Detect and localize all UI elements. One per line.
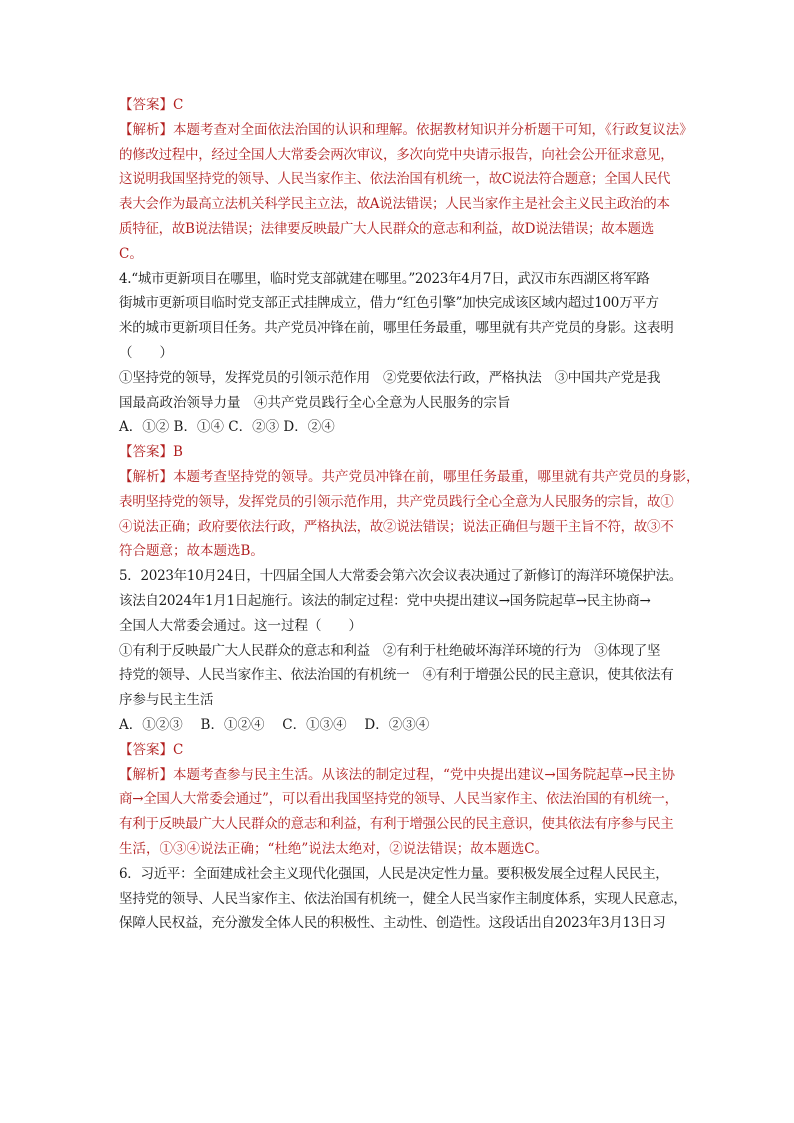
analysis-block	[119, 763, 709, 862]
analysis-tag: 【解析】	[119, 121, 173, 138]
question-stem-line: 保障人民权益，充分激发全体人民的积极性、主动性、创造性。这段话出自2023年3月13日习	[119, 915, 666, 932]
answer-tag: 【答案】	[119, 444, 173, 461]
question-statement-line: ①有利于反映最广大人民群众的意志和利益 ②有利于杜绝破坏海洋环境的行为 ③体现了坚	[119, 642, 661, 659]
question-stem-line: 6．习近平：全面建成社会主义现代化强国，人民是决定性力量。要积极发展全过程人民民主，	[119, 865, 669, 882]
question-options: A．①②③ B．①②④ C．①③④ D．②③④	[119, 716, 430, 733]
question-stem-line: 该法自2024年1月1日起施行。该法的制定过程：党中央提出建议→国务院起草→民主协商→	[119, 592, 651, 609]
question-stem-line: 坚持党的领导、人民当家作主、依法治国有机统一，健全人民当家作主制度体系，实现人民意志，	[119, 890, 687, 907]
question-blank: （ ）	[119, 344, 173, 361]
analysis-line: 表明坚持党的领导，发挥党员的引领示范作用，共产党员践行全心全意为人民服务的宗旨，故①	[119, 493, 674, 510]
question-statement-line: 持党的领导、人民当家作主、依法治国的有机统一 ④有利于增强公民的民主意识，使其依法有	[119, 667, 674, 684]
analysis-line: C。	[119, 245, 143, 262]
analysis-line: 的修改过程中，经过全国人大常委会两次审议，多次向党中央请示报告，向社会公开征求意见，	[119, 146, 674, 163]
answer-line	[119, 738, 709, 763]
analysis-tag: 【解析】	[119, 766, 173, 783]
question-statement-line: 国最高政治领导力量 ④共产党员践行全心全意为人民服务的宗旨	[119, 394, 511, 411]
analysis-block	[119, 465, 709, 564]
analysis-line: 商→全国人大常委会通过”，可以看出我国坚持党的领导、人民当家作主、依法治国的有机统一，	[119, 791, 678, 808]
analysis-line: 生活，①③④说法正确；“杜绝”说法太绝对，②说法错误；故本题选C。	[119, 840, 549, 857]
question-options: A．①② B．①④ C．②③ D．②④	[119, 419, 335, 436]
question-stem-line: 米的城市更新项目任务。共产党员冲锋在前，哪里任务最重，哪里就有共产党员的身影。这表明	[119, 320, 674, 337]
question-statement-line: 序参与民主生活	[119, 692, 214, 709]
analysis-line: 这说明我国坚持党的领导、人民当家作主、依法治国有机统一，故C说法符合题意；全国人民代	[119, 171, 671, 188]
question-6	[119, 862, 709, 936]
answer-line	[119, 440, 709, 465]
answer-tag: 【答案】	[119, 741, 173, 758]
analysis-line: 质特征，故B说法错误；法律要反映最广大人民群众的意志和利益，故D说法错误；故本题选	[119, 220, 654, 237]
question-stem-line: 全国人大常委会通过。这一过程（ ）	[119, 617, 362, 634]
answer-value: C	[173, 97, 184, 113]
question-stem-line: 5．2023年10月24日，十四届全国人大常委会第六次会议表决通过了新修订的海洋环境保护法。	[119, 568, 683, 585]
answer-value: B	[173, 444, 183, 461]
analysis-line: 【解析】本题考查参与民主生活。从该法的制定过程，“党中央提出建议→国务院起草→民主协	[119, 766, 676, 783]
answer-line	[119, 93, 709, 118]
analysis-line: 【解析】本题考查对全面依法治国的认识和理解。依据教材知识并分析题干可知，《行政复议法》	[119, 121, 693, 138]
analysis-line: 【解析】本题考查坚持党的领导。共产党员冲锋在前，哪里任务最重，哪里就有共产党员的身影，	[119, 468, 700, 485]
question-statement-line: ①坚持党的领导，发挥党员的引领示范作用 ②党要依法行政，严格执法 ③中国共产党是我	[119, 369, 661, 386]
analysis-line: 表大会作为最高立法机关科学民主立法，故A说法错误；人民当家作主是社会主义民主政治的本	[119, 196, 670, 213]
analysis-line: 有利于反映最广大人民群众的意志和利益，有利于增强公民的民主意识，使其依法有序参与民主	[119, 816, 674, 833]
analysis-line: ④说法正确；政府要依法行政，严格执法，故②说法错误；说法正确但与题干主旨不符，故③不	[119, 518, 674, 535]
question-stem-line: 4.“城市更新项目在哪里，临时党支部就建在哪里。”2023年4月7日，武汉市东西湖区将军路	[119, 270, 650, 287]
question-stem-line: 街城市更新项目临时党支部正式挂牌成立，借力“红色引擎”加快完成该区域内超过100万平方	[119, 295, 659, 312]
analysis-line: 符合题意；故本题选B。	[119, 543, 264, 560]
analysis-tag: 【解析】	[119, 468, 173, 485]
page-content	[119, 93, 709, 936]
answer-tag: 【答案】	[119, 97, 173, 113]
question-4	[119, 267, 709, 441]
answer-value: C	[173, 741, 184, 758]
analysis-block	[119, 118, 709, 267]
question-5	[119, 564, 709, 738]
